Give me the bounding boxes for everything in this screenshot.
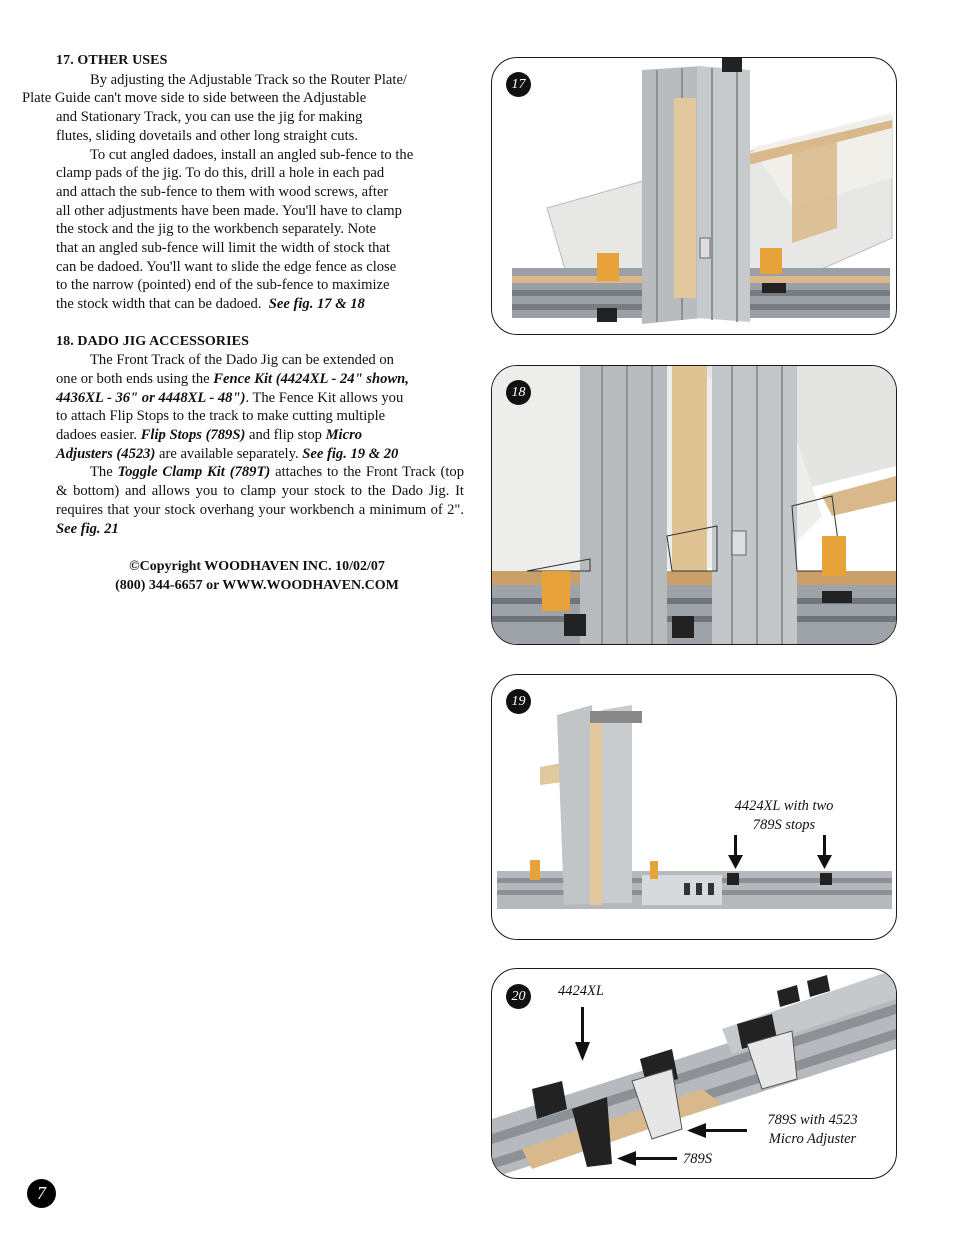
- figure-20-label-micro-line-2: Micro Adjuster: [768, 1131, 857, 1147]
- section-17-para-1: [22, 71, 464, 146]
- figure-19-caption: [714, 797, 854, 835]
- copyright-line-1: ©Copyright WOODHAVEN INC. 10/02/07: [129, 558, 385, 574]
- s17-p2-l6: that an angled sub-fence will limit the width of stock that: [56, 240, 390, 257]
- s17-p2-l7: can be dadoed. You'll want to slide the edge fence as close: [56, 258, 397, 275]
- s18-l6-mid: are available separately.: [155, 445, 303, 462]
- s18-l5-mid: and flip stop: [245, 427, 326, 444]
- fence-kit-d: "): [232, 389, 246, 406]
- s17-fig-ref: See fig. 17 & 18: [268, 296, 365, 313]
- text-column: [22, 52, 465, 595]
- s18-l4: to attach Flip Stops to the track to make cutting multiple: [56, 408, 386, 425]
- s18-l7-pre: The: [90, 464, 118, 481]
- arrow-789s: [617, 1151, 677, 1166]
- figure-17-badge: 17: [506, 72, 531, 97]
- s17-p2-l4: all other adjustments have been made. You'll have to clamp: [56, 202, 402, 219]
- toggle-clamp-ref: Toggle Clamp Kit (789T): [117, 464, 271, 481]
- figure-18: [491, 365, 897, 645]
- s17-p2-l2: clamp pads of the jig. To do this, drill a hole in each pad: [56, 165, 385, 182]
- section-18-heading: 18. DADO JIG ACCESSORIES: [56, 333, 249, 349]
- s17-p2-l9: [22, 295, 365, 314]
- fig-19-20-ref: See fig. 19 & 20: [302, 445, 399, 462]
- s17-p2-l5: the stock and the jig to the workbench separately. Note: [56, 221, 377, 238]
- arrow-micro-adjuster: [687, 1123, 747, 1138]
- figure-19: [491, 674, 897, 940]
- figure-20-label-micro-line-1: 789S with 4523: [767, 1112, 858, 1128]
- fence-kit-a: Fence Kit (4424XL - 24" shown,: [213, 370, 409, 387]
- s18-l3: [22, 389, 403, 408]
- micro-a: Micro: [325, 427, 363, 444]
- s17-p1-l3: and Stationary Track, you can use the jig for making: [56, 109, 363, 126]
- s18-l5: [22, 426, 362, 445]
- s17-p2-l9-text: the stock width that can be dadoed.: [56, 296, 262, 313]
- down-arrow-right: [817, 835, 832, 869]
- page-number-badge: 7: [27, 1179, 56, 1208]
- figure-17-photo: [492, 58, 896, 334]
- down-arrow-left: [728, 835, 743, 869]
- section-18-para-2: [56, 463, 464, 538]
- figure-20-label-4424xl: 4424XL: [558, 983, 604, 999]
- fence-kit-b: 4436XL - 36: [56, 389, 131, 406]
- s18-l7-post: attaches to the Front Track (top & bottom) and allows you to clamp your stock to the Dado Jig. It requires that your stock overhang your workbench a minimum of 2".: [56, 464, 465, 518]
- figure-18-photo: [492, 366, 896, 644]
- figure-19-caption-line-2: 789S stops: [752, 817, 816, 833]
- fence-kit-c: " or 4448XL - 48: [130, 389, 233, 406]
- copyright-block: [50, 557, 464, 595]
- figure-19-caption-line-1: 4424XL with two: [734, 798, 834, 814]
- figure-17: [491, 57, 897, 335]
- s18-l3-post: . The Fence Kit allows you: [245, 389, 404, 406]
- s18-l6: [22, 445, 398, 464]
- figure-20-label-micro: [750, 1111, 875, 1149]
- figure-19-badge: 19: [506, 689, 531, 714]
- section-18-para-1: [56, 351, 464, 463]
- figure-20-badge: 20: [506, 984, 531, 1009]
- s18-l1: The Front Track of the Dado Jig can be extended on: [90, 352, 394, 369]
- s17-p1-l1: By adjusting the Adjustable Track so the Router Plate/: [90, 71, 407, 88]
- figure-20-label-789s: 789S: [683, 1151, 712, 1167]
- section-17-heading: 17. OTHER USES: [56, 53, 168, 68]
- section-17-para-2: [56, 146, 464, 314]
- copyright-line-2: (800) 344-6657 or WWW.WOODHAVEN.COM: [115, 577, 399, 593]
- s18-l2: [22, 370, 409, 389]
- s17-p2-l1: To cut angled dadoes, install an angled sub-fence to the: [90, 146, 414, 163]
- arrow-4424xl: [575, 1007, 590, 1061]
- s18-l2-pre: one or both ends using the: [56, 370, 214, 387]
- s17-p1-l2: Plate Guide can't move side to side between the Adjustable: [22, 90, 367, 107]
- s17-p1-l4: flutes, sliding dovetails and other long straight cuts.: [56, 127, 358, 144]
- fig-21-ref: See fig. 21: [56, 520, 119, 537]
- s17-p2-l3: and attach the sub-fence to them with wood screws, after: [56, 183, 389, 200]
- s18-l5-pre: dadoes easier.: [56, 427, 141, 444]
- flip-stops-ref: Flip Stops (789S): [140, 427, 246, 444]
- s17-p2-l8: to the narrow (pointed) end of the sub-fence to maximize: [56, 277, 390, 294]
- micro-b: Adjusters (4523): [56, 445, 156, 462]
- figure-18-badge: 18: [506, 380, 531, 405]
- figure-20: [491, 968, 897, 1179]
